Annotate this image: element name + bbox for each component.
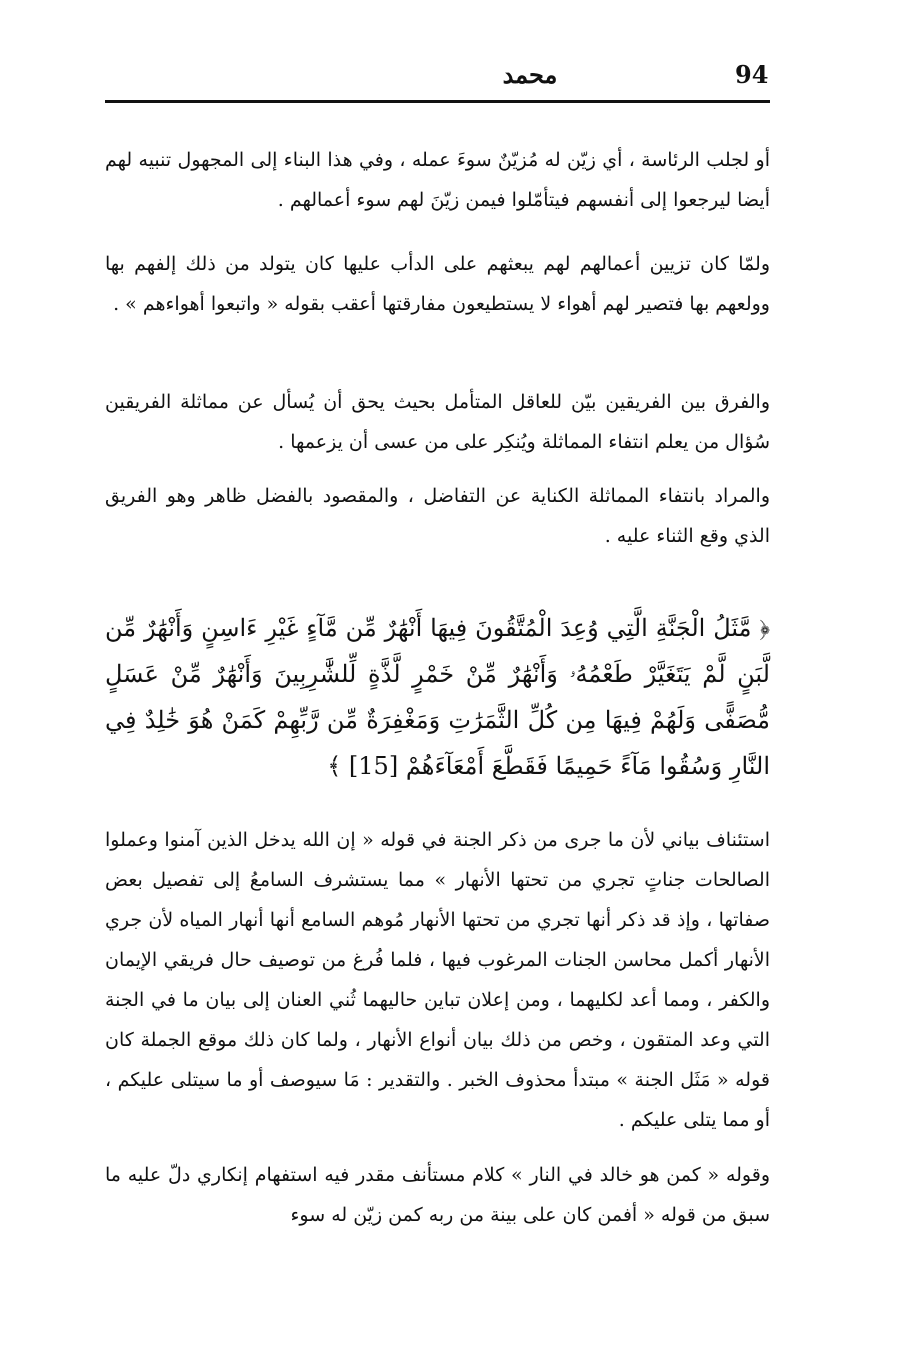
paragraph-text: وقوله « كمن هو خالد في النار » كلام مستأنف مقدر فيه استفهام إنكاري دلّ عليه ما سبق من قوله « أفمن كان على بينة من ربه كمن زيّن له سوء bbox=[105, 1164, 770, 1226]
verse-number: [15] bbox=[348, 752, 399, 780]
page-header bbox=[105, 58, 770, 98]
paragraph-5 bbox=[105, 820, 770, 1140]
paragraph-text: ولمّا كان تزيين أعمالهم لهم يبعثهم على الدأب عليها كان يتولد من ذلك إلفهم بها وولعهم بها فتصير لهم أهواء لا يستطيعون مفارقتها أعقب بقوله « واتبعوا أهواءهم » . bbox=[105, 253, 770, 315]
paragraph-2 bbox=[105, 244, 770, 324]
paragraph-text: والفرق بين الفريقين بيّن للعاقل المتأمل بحيث يحق أن يُسأل عن مماثلة الفريقين سُؤال من يعلم انتفاء المماثلة ويُنكِر على من عسى أن يزعمها . bbox=[105, 391, 770, 453]
paragraph-3 bbox=[105, 382, 770, 462]
header-rule bbox=[105, 100, 770, 103]
paragraph-text: استئناف بياني لأن ما جرى من ذكر الجنة في قوله « إن الله يدخل الذين آمنوا وعملوا الصالحات جناتٍ تجري من تحتها الأنهار » مما يستشرف السامعُ إلى تفصيل بعض صفاتها ، وإذ قد ذكر أنها تجري من تحتها الأنهار مُوهم السامع أنها أنهار المياه لأن جري الأنهار أكمل محاسن الجنات المرغوب فيها ، فلما فُرغ من توصيف حال فريقي الإيمان والكفر ، ومما أعد لكليهما ، ومن إعلان تباين حاليهما ثُني العنان إلى بيان ما في الجنة التي وعد المتقون ، وخص من ذلك بيان أنواع الأنهار ، ولما كان ذلك موقع الجملة كان قوله « مَثَل الجنة » مبتدأ محذوف الخبر . والتقدير : مَا سيوصف أو ما سيتلى عليكم ، أو مما يتلى عليكم . bbox=[105, 829, 770, 1131]
page-number: 94 bbox=[735, 60, 769, 89]
verse-text: مَّثَلُ الْجَنَّةِ الَّتِي وُعِدَ الْمُتَّقُونَ فِيهَا أَنْهَٰرٌ مِّن مَّآءٍ غَيْرِ ءَاسِنٍ وَأَنْهَٰرٌ مِّن لَّبَنٍ لَّمْ يَتَغَيَّرْ طَعْمُهُۥ وَأَنْهَٰرٌ مِّنْ خَمْرٍ لَّذَّةٍ لِّلشَّٰرِبِينَ وَأَنْهَٰرٌ مِّنْ عَسَلٍ مُّصَفًّى وَلَهُمْ فِيهَا مِن كُلِّ الثَّمَرَٰتِ وَمَغْفِرَةٌ مِّن رَّبِّهِمْ كَمَنْ هُوَ خَٰلِدٌ فِي النَّارِ وَسُقُوا مَآءً حَمِيمًا فَقَطَّعَ أَمْعَآءَهُمْ bbox=[105, 614, 770, 780]
paragraph-text: والمراد بانتفاء المماثلة الكناية عن التفاضل ، والمقصود بالفضل ظاهر وهو الفريق الذي وقع الثناء عليه . bbox=[105, 485, 770, 547]
paragraph-1 bbox=[105, 140, 770, 220]
paragraph-text: أو لجلب الرئاسة ، أي زيّن له مُزيّنٌ سوءَ عمله ، وفي هذا البناء إلى المجهول تنبيه لهم أيضا ليرجعوا إلى أنفسهم فيتأمّلوا فيمن زيّنَ لهم سوء أعمالهم . bbox=[105, 149, 770, 211]
verse-close-bracket: ﴾ bbox=[327, 752, 342, 780]
paragraph-6 bbox=[105, 1155, 770, 1235]
paragraph-4 bbox=[105, 476, 770, 556]
quran-verse bbox=[105, 605, 770, 789]
running-title: محمد bbox=[502, 60, 558, 89]
verse-open-bracket: ﴿ bbox=[759, 614, 770, 642]
